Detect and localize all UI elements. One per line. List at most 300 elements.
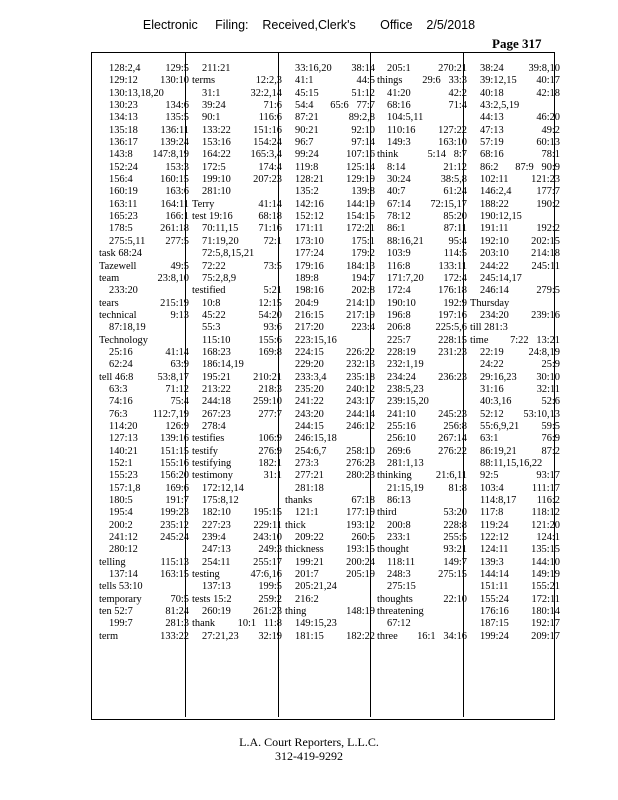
index-line [192, 186, 282, 198]
index-text-end: 280:23 [346, 470, 375, 482]
index-line [470, 507, 560, 519]
index-text-end: 10:1 11:8 [237, 618, 282, 630]
index-line [377, 520, 467, 532]
index-text: 281:18 [295, 482, 324, 494]
index-text: 10:8 [202, 297, 221, 309]
index-text: 173:10 [295, 235, 324, 247]
index-text: 22:19 [480, 346, 504, 358]
index-line [192, 384, 282, 396]
index-text: 152:24 [109, 161, 138, 173]
index-line [192, 433, 282, 445]
index-line [470, 569, 560, 581]
index-text: 281:10 [202, 186, 231, 198]
index-line [377, 149, 467, 161]
index-line [285, 199, 375, 211]
index-text-end: 209:17 [531, 630, 560, 642]
word-index-table [91, 52, 560, 720]
index-text: 152:12 [295, 211, 324, 223]
index-text-end: 255:5 [443, 532, 467, 544]
index-text: 43:2,5,19 [480, 100, 520, 112]
index-text: 245:14,17 [480, 272, 522, 284]
index-text: 21:15,19 [387, 482, 424, 494]
index-text-end: 261:18 [160, 223, 189, 235]
index-text: 88:16,21 [387, 235, 424, 247]
index-text: 244:18 [202, 396, 231, 408]
index-line [470, 63, 560, 75]
index-text-end: 244:14 [346, 408, 375, 420]
index-text: 127:13 [109, 433, 138, 445]
index-text-end: 144:19 [346, 198, 375, 210]
index-line [377, 606, 467, 618]
index-line [285, 298, 375, 310]
index-line [192, 359, 282, 371]
index-line [192, 421, 282, 433]
index-line [470, 335, 560, 347]
index-text: 144:14 [480, 569, 509, 581]
index-line [285, 174, 375, 186]
index-line [99, 236, 189, 248]
footer-phone-number: 312-419-9292 [275, 749, 343, 763]
index-text-end: 182:22 [346, 630, 375, 642]
index-text: 78:12 [387, 211, 411, 223]
index-text-end: 139:16 [160, 433, 189, 445]
index-text-end: 184:13 [346, 260, 375, 272]
index-line [192, 88, 282, 100]
index-text: tears [99, 297, 119, 309]
index-line [470, 532, 560, 544]
index-text: think [377, 149, 399, 161]
index-text-end: 127:22 [438, 124, 467, 136]
index-text-end: 276:9 [258, 445, 282, 457]
index-line [285, 137, 375, 149]
index-text-end: 249:3 [258, 544, 282, 556]
index-text: things [377, 75, 403, 87]
index-text: 247:13 [202, 544, 231, 556]
index-text-end: 116:2 [536, 495, 560, 507]
index-text-end: 97:14 [351, 137, 375, 149]
index-text: 104:5,11 [387, 112, 424, 124]
index-line [377, 137, 467, 149]
index-line [470, 162, 560, 174]
index-text-end: 151:16 [253, 124, 282, 136]
index-text: 103:4 [480, 482, 504, 494]
index-text-end: 255:17 [253, 556, 282, 568]
index-line [285, 532, 375, 544]
index-text-end: 154:15 [346, 211, 375, 223]
index-text: 153:16 [202, 137, 231, 149]
index-text: 187:15 [480, 618, 509, 630]
index-line [192, 63, 282, 75]
index-text: 179:16 [295, 260, 324, 272]
index-text-end: 63:9 [170, 359, 189, 371]
index-line [99, 384, 189, 396]
index-text: 30:24 [387, 174, 411, 186]
index-text: testifying [192, 458, 232, 469]
index-text-end: 61:24 [443, 186, 467, 198]
index-text-end: 24:8,19 [528, 346, 560, 358]
index-line [99, 199, 189, 211]
index-text-end: 47:6,16 [250, 569, 282, 581]
index-text: 142:16 [295, 198, 324, 210]
index-text-end: 243:10 [253, 532, 282, 544]
index-text-end: 135:15 [531, 544, 560, 556]
index-text-end: 135:5 [165, 112, 189, 124]
index-line [285, 186, 375, 198]
index-line [99, 298, 189, 310]
index-text: 140:21 [109, 445, 138, 457]
index-text: Tazewell [99, 260, 137, 272]
index-line [470, 322, 560, 334]
index-line [470, 261, 560, 273]
index-text-end: 121:20 [531, 519, 560, 531]
index-text: 224:15 [295, 346, 324, 358]
index-line [470, 223, 560, 235]
index-text: 227:23 [202, 519, 231, 531]
index-text-end: 246:12 [346, 420, 375, 432]
index-text: 54:4 [295, 100, 314, 112]
index-line [470, 347, 560, 359]
index-text-end: 199:5 [258, 581, 282, 593]
index-line [192, 470, 282, 482]
index-line [377, 372, 467, 384]
index-text-end: 134:6 [165, 100, 189, 112]
index-line [285, 409, 375, 421]
index-text: 248:3 [387, 569, 411, 581]
index-line [377, 409, 467, 421]
index-text-end: 51:12 [351, 87, 375, 99]
index-line [99, 409, 189, 421]
index-line [99, 618, 189, 630]
index-line [99, 421, 189, 433]
filing-stamp-header: Electronic Filing: Received,Clerk's Office 2/5/2018 [142, 18, 476, 32]
index-text-end: 23:8,10 [157, 272, 189, 284]
index-text-end: 207:23 [253, 174, 282, 186]
index-text: 119:24 [480, 519, 509, 531]
index-text-end: 93:17 [536, 470, 560, 482]
index-text-end: 149:19 [531, 569, 560, 581]
index-text: 275:5,11 [109, 235, 146, 247]
index-text-end: 193:12 [346, 519, 375, 531]
index-line [192, 446, 282, 458]
index-text: 228:19 [387, 346, 416, 358]
index-text: 130:23 [109, 100, 138, 112]
index-line [285, 112, 375, 124]
index-text: 163:11 [109, 198, 138, 210]
index-column-2 [192, 63, 282, 643]
index-text: 102:11 [480, 174, 509, 186]
index-text-end: 106:9 [258, 433, 282, 445]
index-line [377, 335, 467, 347]
index-line [192, 322, 282, 334]
index-text-end: 177:7 [536, 186, 560, 198]
index-text-end: 243:17 [346, 396, 375, 408]
index-text-end: 232:13 [346, 359, 375, 371]
index-line [470, 618, 560, 630]
index-text-end: 192:2 [536, 223, 560, 235]
index-text-end: 179:2 [351, 248, 375, 260]
footer-company-name: L.A. Court Reporters, L.L.C. [239, 735, 379, 749]
index-text: 68:16 [387, 100, 411, 112]
index-text: 90:1 [202, 112, 221, 124]
index-text: 52:12 [480, 408, 504, 420]
index-text-end: 163:15 [160, 569, 189, 581]
index-line [377, 544, 467, 556]
index-text: 168:23 [202, 346, 231, 358]
index-text: 199:21 [295, 556, 324, 568]
index-text: team [99, 272, 120, 284]
index-text-end: 192:17 [531, 618, 560, 630]
index-line [470, 75, 560, 87]
index-line [470, 520, 560, 532]
index-text-end: 130:10 [160, 75, 189, 87]
index-text-end: 276:23 [346, 458, 375, 469]
index-line [377, 261, 467, 273]
index-text: 86:2 [480, 161, 499, 173]
index-text-end: 53:20 [443, 507, 467, 519]
index-text: 164:22 [202, 149, 231, 161]
index-text: 55:6,9,21 [480, 420, 520, 432]
index-text: 216:2 [295, 593, 319, 605]
index-text: 39:24 [202, 100, 226, 112]
index-line [99, 495, 189, 507]
index-text-end: 133:11 [438, 260, 467, 272]
index-text-end: 267:14 [438, 433, 467, 445]
index-text-end: 73:5 [263, 260, 282, 272]
index-line [377, 532, 467, 544]
index-text: 172:5 [202, 161, 226, 173]
index-text-end: 277:7 [258, 408, 282, 420]
index-line [99, 223, 189, 235]
index-text: 149:3 [387, 137, 411, 149]
index-line [377, 433, 467, 445]
index-text-end: 200:24 [346, 556, 375, 568]
index-text-end: 270:21 [438, 63, 467, 74]
index-text: 76:3 [109, 408, 128, 420]
index-line [99, 557, 189, 569]
index-line [377, 88, 467, 100]
index-line [192, 618, 282, 630]
index-text-end: 256:8 [443, 420, 467, 432]
index-line [377, 594, 467, 606]
index-text: 209:22 [295, 532, 324, 544]
index-text: 40:3,16 [480, 396, 512, 408]
index-text-end: 32:2,14 [250, 87, 282, 99]
index-text: 233:1 [387, 532, 411, 544]
index-text-end: 215:19 [160, 297, 189, 309]
index-text: 72:22 [202, 260, 226, 272]
index-text-end: 121:23 [531, 174, 560, 186]
index-line [377, 421, 467, 433]
index-text: thing [285, 606, 307, 618]
index-text-end: 151:15 [160, 445, 189, 457]
index-text-end: 22:10 [443, 593, 467, 605]
index-line [470, 458, 560, 470]
index-line [285, 211, 375, 223]
index-text: 278:4 [202, 420, 226, 432]
index-line [470, 470, 560, 482]
index-text: 116:8 [387, 260, 411, 272]
index-text-end: 217:19 [346, 309, 375, 321]
index-text-end: 116:6 [258, 112, 282, 124]
index-text: 155:23 [109, 470, 138, 482]
index-text-end: 172:21 [346, 223, 375, 235]
index-text-end: 107:16 [346, 149, 375, 161]
index-text: tells 53:10 [99, 581, 143, 593]
index-text-end: 180:14 [531, 606, 560, 618]
index-text: 157:1,8 [109, 482, 141, 494]
index-text-end: 115:13 [160, 556, 189, 568]
index-text: 211:21 [202, 63, 231, 74]
index-text: 88:11,15,16,22 [480, 458, 543, 469]
index-text: 143:8 [109, 149, 133, 161]
index-line [377, 199, 467, 211]
index-text-end: 165:3,4 [250, 149, 282, 161]
index-text: 217:20 [295, 322, 324, 334]
index-text-end: 81:8 [448, 482, 467, 494]
index-text-end: 235:18 [346, 371, 375, 383]
index-line [377, 310, 467, 322]
index-text: 135:2 [295, 186, 319, 198]
index-line [192, 298, 282, 310]
index-text-end: 129:5 [165, 63, 189, 74]
index-text: 96:7 [295, 137, 314, 149]
index-line [470, 594, 560, 606]
index-text-end: 199:23 [160, 507, 189, 519]
index-line [377, 483, 467, 495]
index-text: 199:7 [109, 618, 133, 630]
index-line [285, 594, 375, 606]
index-text: 232:1,19 [387, 359, 424, 371]
index-line [99, 396, 189, 408]
index-line [192, 507, 282, 519]
index-text: 114:8,17 [480, 495, 517, 507]
index-text-end: 245:11 [531, 260, 560, 272]
index-line [192, 557, 282, 569]
index-text: 233:3,4 [295, 371, 327, 383]
index-line [99, 285, 189, 297]
index-text: 200:2 [109, 519, 133, 531]
index-text: 38:24 [480, 63, 504, 74]
index-line [285, 149, 375, 161]
index-line [285, 557, 375, 569]
index-text-end: 72:1 [263, 235, 282, 247]
index-text-end: 205:19 [346, 569, 375, 581]
index-text-end: 42:2 [448, 87, 467, 99]
index-line [99, 372, 189, 384]
index-text-end: 87:11 [443, 223, 467, 235]
index-line [377, 470, 467, 482]
index-text-end: 25:9 [541, 359, 560, 371]
index-text-end: 172:11 [531, 593, 560, 605]
index-line [192, 174, 282, 186]
index-text-end: 276:22 [438, 445, 467, 457]
index-text-end: 139:8 [351, 186, 375, 198]
index-line [192, 211, 282, 223]
index-text: 241:10 [387, 408, 416, 420]
index-line [285, 261, 375, 273]
index-line [470, 174, 560, 186]
index-line [192, 149, 282, 161]
index-text: Terry [192, 198, 215, 210]
index-text: 192:10 [480, 235, 509, 247]
index-line [377, 495, 467, 507]
index-line [192, 409, 282, 421]
index-line [285, 162, 375, 174]
index-line [192, 581, 282, 593]
index-line [192, 520, 282, 532]
index-text: 223:15,16 [295, 334, 337, 346]
index-text: thick [285, 519, 306, 531]
index-line [377, 174, 467, 186]
index-line [377, 618, 467, 630]
index-text: 277:21 [295, 470, 324, 482]
index-text: time [470, 334, 489, 346]
index-line [470, 581, 560, 593]
index-text-end: 172:4 [443, 272, 467, 284]
index-text-end: 46:20 [536, 112, 560, 124]
index-text-end: 147:8,19 [152, 149, 189, 161]
index-line [99, 606, 189, 618]
index-line [470, 88, 560, 100]
index-text-end: 154:24 [253, 137, 282, 149]
index-text-end: 259:2 [258, 593, 282, 605]
index-text: 119:8 [295, 161, 319, 173]
index-line [470, 372, 560, 384]
index-line [99, 470, 189, 482]
index-text: 203:10 [480, 248, 509, 260]
index-text: till 281:3 [470, 322, 508, 334]
index-text: test 19:16 [192, 211, 233, 223]
index-text: 188:22 [480, 198, 509, 210]
index-line [377, 347, 467, 359]
index-text-end: 129:19 [346, 174, 375, 186]
index-text: 180:5 [109, 495, 133, 507]
index-text: 70:11,15 [202, 223, 239, 235]
index-text: 275:15 [387, 581, 416, 593]
index-text-end: 260:5 [351, 532, 375, 544]
index-text-end: 174:4 [258, 161, 282, 173]
index-text: 281:1,13 [387, 458, 424, 469]
index-text-end: 125:14 [346, 161, 375, 173]
index-text-end: 38:14 [351, 63, 375, 74]
index-line [285, 618, 375, 630]
index-line [285, 483, 375, 495]
index-text-end: 148:19 [346, 606, 375, 618]
index-text-end: 228:15 [438, 334, 467, 346]
index-text: 178:5 [109, 223, 133, 235]
index-text-end: 229:11 [253, 519, 282, 531]
index-text: 171:11 [295, 223, 324, 235]
index-text-end: 12:2,3 [255, 75, 282, 87]
index-text: testify [192, 445, 218, 457]
index-line [377, 211, 467, 223]
index-line [470, 199, 560, 211]
index-line [285, 446, 375, 458]
index-text-end: 49:5 [170, 260, 189, 272]
index-text-end: 72:15,17 [430, 198, 467, 210]
index-text-end: 225:5,6 [435, 322, 467, 334]
index-text-end: 93:21 [443, 544, 467, 556]
index-line [285, 631, 375, 643]
index-text-end: 153:3 [165, 161, 189, 173]
index-text-end: 41:14 [165, 346, 189, 358]
index-text: 241:22 [295, 396, 324, 408]
index-line [285, 100, 375, 112]
index-text: 254:6,7 [295, 445, 327, 457]
index-text: 239:15,20 [387, 396, 429, 408]
index-line [192, 199, 282, 211]
index-text: term [99, 630, 119, 642]
